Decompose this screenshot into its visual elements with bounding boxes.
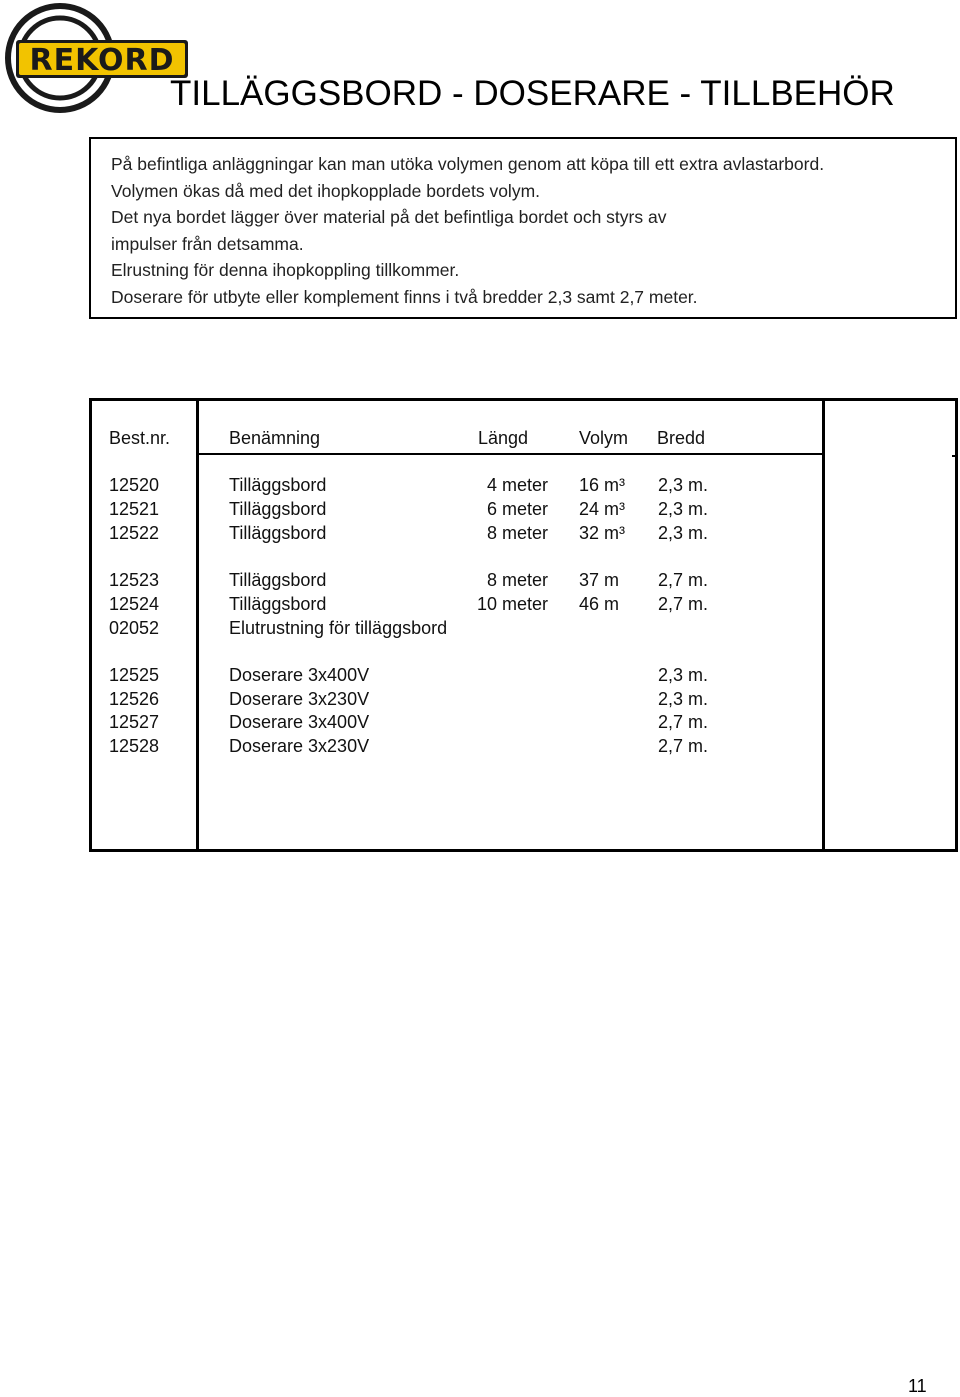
table-divider: [955, 398, 958, 849]
row-nr: 12522: [109, 523, 160, 543]
row-nr: 12526: [109, 689, 160, 709]
row-name: Tilläggsbord: [229, 523, 327, 543]
row-width: 2,7 m.: [657, 594, 708, 614]
info-line: impulser från detsamma.: [111, 233, 304, 254]
row-nr: 02052: [109, 618, 160, 638]
header-rule: [199, 453, 822, 455]
header-bredd: Bredd: [657, 428, 706, 448]
row-volume: 46 m: [579, 594, 620, 614]
row-name: Elutrustning för tilläggsbord: [229, 618, 448, 638]
row-length: 4 meter: [486, 475, 548, 495]
row-width: 2,7 m.: [657, 570, 708, 590]
row-nr: 12521: [109, 499, 160, 519]
page-number: 11: [908, 1376, 927, 1396]
row-name: Tilläggsbord: [229, 570, 327, 590]
info-line: Doserare för utbyte eller komplement finns i två bredder 2,3 samt 2,7 meter.: [111, 286, 698, 307]
row-name: Tilläggsbord: [229, 499, 327, 519]
info-line: Det nya bordet lägger över material på det befintliga bordet och styrs av: [111, 207, 667, 227]
row-width: 2,3 m.: [657, 689, 708, 709]
header-volym: Volym: [579, 428, 629, 448]
header-benamning: Benämning: [229, 428, 321, 448]
header-best-nr: Best.nr.: [109, 428, 171, 448]
row-width: 2,7 m.: [657, 712, 708, 732]
info-line: Volymen ökas då med det ihopkopplade bordets volym.: [111, 180, 541, 201]
row-width: 2,3 m.: [657, 665, 708, 685]
row-nr: 12525: [109, 665, 160, 685]
row-name: Tilläggsbord: [229, 594, 327, 614]
row-nr: 12527: [109, 712, 160, 732]
row-name: Doserare 3x230V: [229, 689, 370, 709]
row-width: 2,3 m.: [657, 523, 708, 543]
row-length: 8 meter: [486, 570, 548, 590]
rekord-logo-graphic: [2, 2, 192, 122]
row-nr: 12524: [109, 594, 160, 614]
page-title: TILLÄGGSBORD - DOSERARE - TILLBEHÖR: [170, 74, 895, 113]
row-width: 2,7 m.: [657, 736, 708, 756]
row-width: 2,3 m.: [657, 475, 708, 495]
row-width: 2,3 m.: [657, 499, 708, 519]
row-volume: 24 m³: [579, 499, 626, 519]
header-langd: Längd: [478, 428, 529, 448]
row-length: 8 meter: [486, 523, 548, 543]
row-volume: 37 m: [579, 570, 620, 590]
info-line: Elrustning för denna ihopkoppling tillkommer.: [111, 260, 460, 280]
row-nr: 12520: [109, 475, 160, 495]
row-name: Tilläggsbord: [229, 475, 327, 495]
row-length: 10 meter: [476, 594, 548, 614]
row-nr: 12528: [109, 736, 160, 756]
table-divider: [196, 398, 199, 849]
info-line: På befintliga anläggningar kan man utöka volymen genom att köpa till ett extra avlastarbord.: [111, 154, 825, 174]
rekord-logo: [2, 2, 192, 122]
logo-text: REKORD: [29, 43, 175, 78]
row-volume: 16 m³: [579, 475, 626, 495]
row-name: Doserare 3x230V: [229, 736, 370, 756]
info-text: [111, 151, 824, 310]
info-box: [89, 137, 957, 319]
product-table: [89, 398, 958, 852]
row-nr: 12523: [109, 570, 160, 590]
table-divider: [822, 398, 825, 849]
row-volume: 32 m³: [579, 523, 626, 543]
row-length: 6 meter: [486, 499, 548, 519]
row-name: Doserare 3x400V: [229, 665, 370, 685]
table-tick: [952, 455, 956, 457]
row-name: Doserare 3x400V: [229, 712, 370, 732]
